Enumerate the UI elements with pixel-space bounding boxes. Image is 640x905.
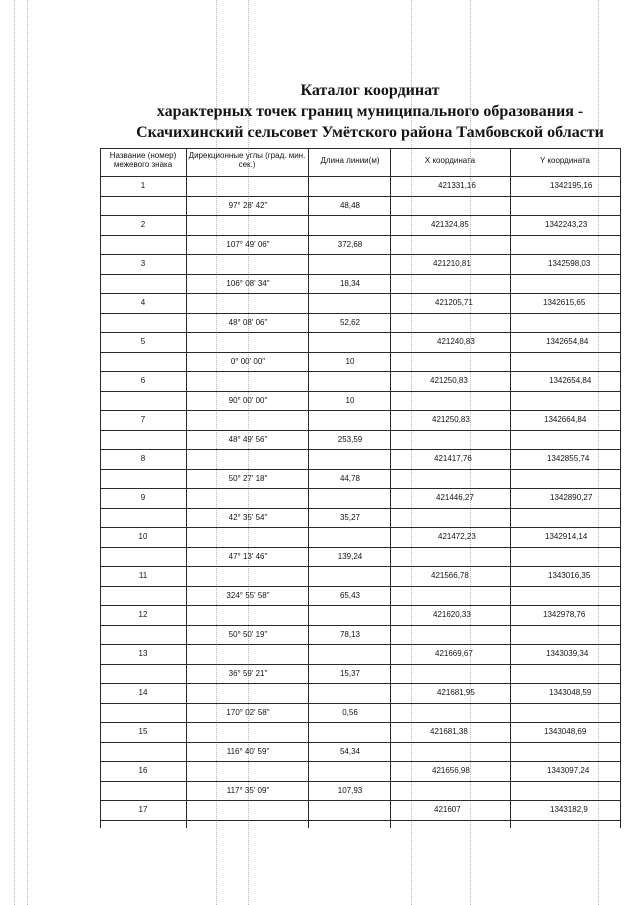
x-coordinate: 421472,23: [438, 532, 476, 541]
row-divider: [100, 566, 620, 567]
line-length: 78,13: [339, 629, 361, 639]
row-divider: [100, 293, 620, 294]
x-coordinate: 421324,85: [431, 220, 469, 229]
y-coordinate: 1343048,59: [549, 688, 592, 697]
line-length: 65,43: [339, 590, 361, 600]
point-number: 9: [140, 493, 146, 502]
x-coordinate: 421210,81: [433, 259, 471, 268]
point-number: 14: [138, 688, 148, 697]
row-divider: [100, 508, 620, 509]
x-coordinate: 421681,38: [430, 727, 468, 736]
y-coordinate: 1343016,35: [548, 571, 591, 580]
direction-angle: 106° 08' 34": [226, 278, 270, 288]
row-divider: [100, 449, 620, 450]
row-divider: [100, 625, 620, 626]
row-divider: [100, 586, 620, 587]
direction-angle: 50° 50' 19": [228, 629, 268, 639]
point-number: 1: [140, 181, 146, 190]
point-number: 5: [140, 337, 146, 346]
direction-angle: 97° 28' 42": [228, 200, 268, 210]
point-number: 8: [140, 454, 146, 463]
y-coordinate: 1343039,34: [546, 649, 589, 658]
row-divider: [100, 820, 620, 821]
direction-angle: 42° 35' 54": [228, 512, 268, 522]
y-coordinate: 1342664,84: [544, 415, 587, 424]
row-divider: [100, 722, 620, 723]
x-coordinate: 421669,67: [435, 649, 473, 658]
direction-angle: 47° 13' 46": [228, 551, 268, 561]
row-divider: [100, 488, 620, 489]
direction-angle: 0° 00' 00": [230, 356, 266, 366]
row-divider: [100, 235, 620, 236]
line-length: 10: [345, 395, 355, 405]
direction-angle: 48° 08' 06": [228, 317, 268, 327]
x-coordinate: 421240,83: [437, 337, 475, 346]
row-divider: [100, 644, 620, 645]
y-coordinate: 1343097,24: [547, 766, 590, 775]
table-border: [100, 148, 620, 149]
y-coordinate: 1343182,9: [550, 805, 588, 814]
table-border: [620, 148, 621, 828]
y-coordinate: 1342654,84: [549, 376, 592, 385]
direction-angle: 170° 02' 58": [226, 707, 270, 717]
y-coordinate: 1342615,65: [543, 298, 586, 307]
row-divider: [100, 683, 620, 684]
point-number: 17: [138, 805, 148, 814]
x-coordinate: 421656,98: [432, 766, 470, 775]
line-length: 253,59: [337, 434, 363, 444]
scan-artifact: [14, 0, 15, 905]
row-divider: [100, 332, 620, 333]
row-divider: [100, 313, 620, 314]
document-title: [130, 80, 610, 143]
line-length: 48,48: [339, 200, 361, 210]
row-divider: [100, 196, 620, 197]
direction-angle: 36° 59' 21": [228, 668, 268, 678]
title-line-2: характерных точек границ муниципального образования -: [156, 103, 584, 120]
point-number: 11: [138, 571, 148, 580]
y-coordinate: 1342243,23: [545, 220, 588, 229]
row-divider: [100, 761, 620, 762]
y-coordinate: 1342598,03: [548, 259, 591, 268]
header-x-coordinate: Х координата: [424, 156, 476, 165]
x-coordinate: 421417,76: [434, 454, 472, 463]
point-number: 7: [140, 415, 146, 424]
point-number: 15: [138, 727, 148, 736]
line-length: 107,93: [337, 785, 363, 795]
line-length: 35,27: [339, 512, 361, 522]
point-number: 3: [140, 259, 146, 268]
x-coordinate: 421607: [434, 805, 461, 814]
header-divider: [100, 176, 620, 177]
x-coordinate: 421681,95: [437, 688, 475, 697]
row-divider: [100, 742, 620, 743]
point-number: 12: [138, 610, 148, 619]
row-divider: [100, 430, 620, 431]
title-line-1: Каталог координат: [300, 82, 440, 99]
row-divider: [100, 371, 620, 372]
point-number: 13: [138, 649, 148, 658]
row-divider: [100, 781, 620, 782]
y-coordinate: 1342914,14: [545, 532, 588, 541]
row-divider: [100, 547, 620, 548]
x-coordinate: 421250,83: [430, 376, 468, 385]
title-line-3: Скачихинский сельсовет Умётского района Тамбовской области: [136, 124, 604, 141]
row-divider: [100, 605, 620, 606]
point-number: 6: [140, 376, 146, 385]
x-coordinate: 421205,71: [435, 298, 473, 307]
row-divider: [100, 352, 620, 353]
scan-artifact: [27, 0, 28, 905]
y-coordinate: 1342855,74: [547, 454, 590, 463]
line-length: 54,34: [339, 746, 361, 756]
y-coordinate: 1342890,27: [550, 493, 593, 502]
direction-angle: 324° 55' 58": [226, 590, 270, 600]
direction-angle: 48° 49' 56": [228, 434, 268, 444]
x-coordinate: 421446,27: [436, 493, 474, 502]
point-number: 16: [138, 766, 148, 775]
row-divider: [100, 800, 620, 801]
row-divider: [100, 215, 620, 216]
line-length: 18,34: [339, 278, 361, 288]
direction-angle: 117° 35' 09": [226, 785, 270, 795]
direction-angle: 107° 49' 06": [226, 239, 270, 249]
header-direction-angle: Дирекционные углы (град. мин. сек.): [188, 151, 306, 169]
point-number: 2: [140, 220, 146, 229]
row-divider: [100, 410, 620, 411]
point-number: 4: [140, 298, 146, 307]
line-length: 0,56: [342, 707, 358, 717]
row-divider: [100, 254, 620, 255]
row-divider: [100, 703, 620, 704]
x-coordinate: 421620,33: [433, 610, 471, 619]
line-length: 15,37: [339, 668, 361, 678]
line-length: 44,78: [339, 473, 361, 483]
line-length: 372,68: [337, 239, 363, 249]
coordinates-table: [100, 148, 620, 828]
row-divider: [100, 664, 620, 665]
line-length: 52,62: [339, 317, 361, 327]
line-length: 10: [345, 356, 355, 366]
row-divider: [100, 391, 620, 392]
x-coordinate: 421566,78: [431, 571, 469, 580]
header-point-name: Название (номер) межевого знака: [109, 151, 177, 169]
y-coordinate: 1342654,84: [546, 337, 589, 346]
row-divider: [100, 527, 620, 528]
point-number: 10: [138, 532, 148, 541]
direction-angle: 116° 40' 59": [226, 746, 270, 756]
direction-angle: 50° 27' 18": [228, 473, 268, 483]
y-coordinate: 1342978,76: [543, 610, 586, 619]
y-coordinate: 1343048,69: [544, 727, 587, 736]
line-length: 139,24: [337, 551, 363, 561]
y-coordinate: 1342195,16: [550, 181, 593, 190]
row-divider: [100, 469, 620, 470]
row-divider: [100, 274, 620, 275]
x-coordinate: 421331,16: [438, 181, 476, 190]
direction-angle: 90° 00' 00": [228, 395, 268, 405]
header-line-length: Длина линии(м): [320, 156, 380, 165]
x-coordinate: 421250,83: [432, 415, 470, 424]
header-y-coordinate: Y координата: [539, 156, 591, 165]
